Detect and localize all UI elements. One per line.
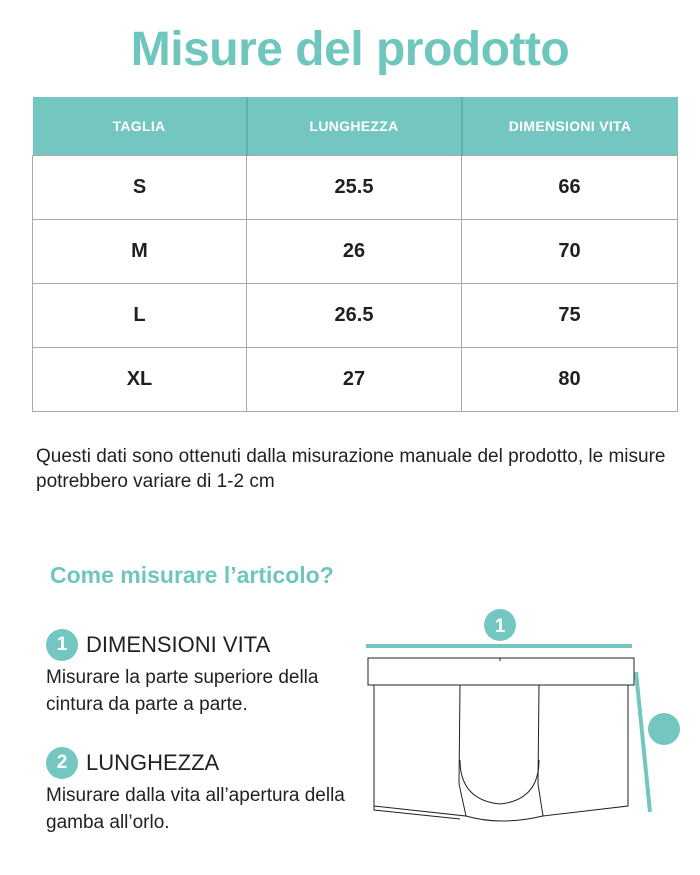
measurement-note: Questi dati sono ottenuti dalla misurazione manuale del prodotto, le misure potrebbero variare di 1-2 cm (36, 446, 666, 492)
step-length (46, 746, 356, 836)
table-row (33, 156, 678, 220)
cell-waist: 70 (462, 220, 678, 284)
step-description: Misurare dalla vita all’apertura della gamba all’orlo. (46, 785, 345, 833)
cell-length: 26 (247, 220, 462, 284)
how-to-measure-title: Come misurare l’articolo? (50, 562, 334, 588)
garment-outline (368, 658, 634, 821)
page-title: Misure del prodotto (130, 23, 570, 76)
step-title: LUNGHEZZA (86, 750, 220, 775)
cell-length: 26.5 (247, 284, 462, 348)
step-number-badge: 2 (46, 747, 78, 779)
header-size: TAGLIA (33, 97, 247, 156)
cell-waist: 80 (462, 348, 678, 412)
waist-marker-number: 1 (494, 616, 506, 637)
table-row (33, 284, 678, 348)
cell-length: 25.5 (247, 156, 462, 220)
step-waist (46, 628, 356, 718)
cell-size: XL (33, 348, 247, 412)
cell-size: L (33, 284, 247, 348)
size-table (32, 97, 678, 412)
length-marker-badge (648, 713, 680, 745)
table-header-row (33, 97, 678, 156)
step-description: Misurare la parte superiore della cintura da parte a parte. (46, 667, 319, 715)
step-title: DIMENSIONI VITA (86, 632, 271, 657)
cell-size: M (33, 220, 247, 284)
cell-waist: 75 (462, 284, 678, 348)
cell-length: 27 (247, 348, 462, 412)
header-waist: DIMENSIONI VITA (462, 97, 678, 156)
step-number-badge: 1 (46, 629, 78, 661)
underwear-diagram (340, 600, 685, 860)
table-row (33, 348, 678, 412)
header-length: LUNGHEZZA (247, 97, 462, 156)
length-measure-line (636, 672, 650, 812)
table-row (33, 220, 678, 284)
cell-waist: 66 (462, 156, 678, 220)
cell-size: S (33, 156, 247, 220)
